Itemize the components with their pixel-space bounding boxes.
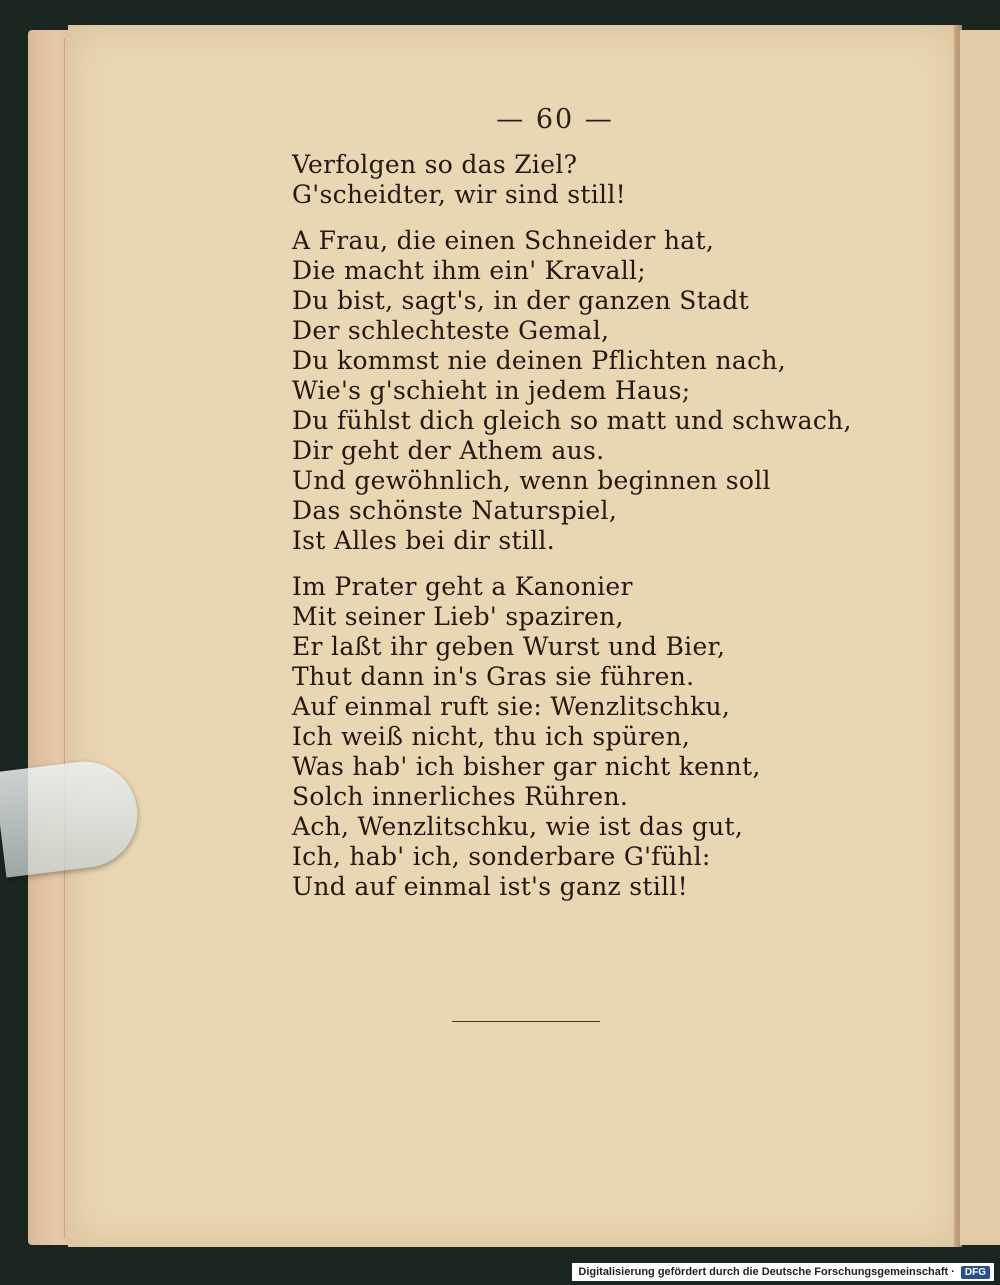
poem-line: A Frau, die einen Schneider hat, xyxy=(292,226,715,255)
footer-credit: Digitalisierung gefördert durch die Deutsche Forschungsgemeinschaft · xyxy=(578,1266,955,1278)
poem-line: Im Prater geht a Kanonier xyxy=(292,572,633,601)
poem-line: Die macht ihm ein' Kravall; xyxy=(292,256,647,285)
poem-line: Ich weiß nicht, thu ich spüren, xyxy=(292,722,691,751)
poem-line: Was hab' ich bisher gar nicht kennt, xyxy=(292,752,761,781)
poem-line: Wie's g'schieht in jedem Haus; xyxy=(292,376,691,405)
poem-line: Thut dann in's Gras sie führen. xyxy=(292,662,695,691)
poem-line: Ich, hab' ich, sonderbare G'fühl: xyxy=(292,842,711,871)
digitization-footer xyxy=(572,1263,994,1281)
poem-line: G'scheidter, wir sind still! xyxy=(292,180,626,209)
dfg-logo-icon: DFG xyxy=(961,1266,990,1279)
poem-line: Du bist, sagt's, in der ganzen Stadt xyxy=(292,286,749,315)
stanza-2 xyxy=(292,226,852,556)
poem-line: Auf einmal ruft sie: Wenzlitschku, xyxy=(292,692,731,721)
poem-line: Ach, Wenzlitschku, wie ist das gut, xyxy=(292,812,744,841)
poem-line: Und auf einmal ist's ganz still! xyxy=(292,872,688,901)
poem-line: Das schönste Naturspiel, xyxy=(292,496,618,525)
stanza-1 xyxy=(292,150,812,210)
poem-line: Mit seiner Lieb' spaziren, xyxy=(292,602,624,631)
page-number: — 60 — xyxy=(496,104,614,135)
poem-line: Verfolgen so das Ziel? xyxy=(292,150,578,179)
poem-line: Ist Alles bei dir still. xyxy=(292,526,555,555)
poem-line: Dir geht der Athem aus. xyxy=(292,436,605,465)
end-rule xyxy=(452,1021,600,1022)
stanza-3 xyxy=(292,572,812,902)
poem-line: Du kommst nie deinen Pflichten nach, xyxy=(292,346,787,375)
facing-page-edge xyxy=(958,30,1000,1245)
poem-line: Solch innerliches Rühren. xyxy=(292,782,629,811)
poem-line: Du fühlst dich gleich so matt und schwach, xyxy=(292,406,852,435)
poem-line: Er laßt ihr geben Wurst und Bier, xyxy=(292,632,726,661)
poem-line: Und gewöhnlich, wenn beginnen soll xyxy=(292,466,771,495)
poem-line: Der schlechteste Gemal, xyxy=(292,316,610,345)
